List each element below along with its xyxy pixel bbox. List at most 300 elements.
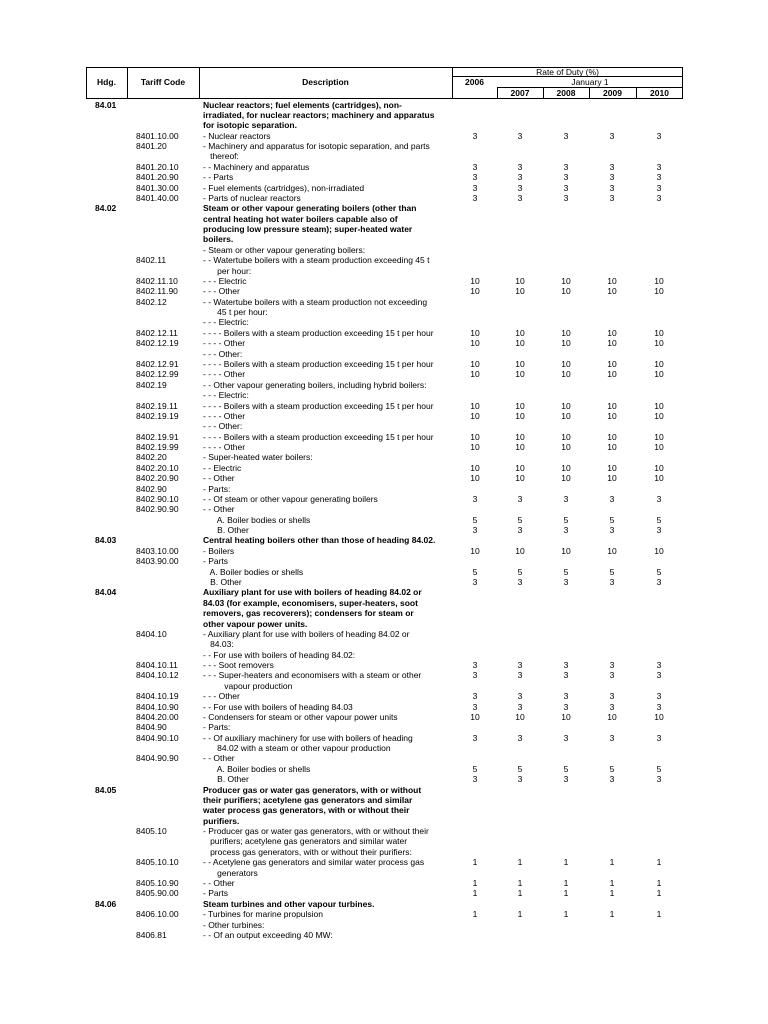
header-january: January 1 [571, 77, 609, 87]
rate-2008: 1 [563, 878, 569, 888]
tariff-code: 8401.30.00 [136, 182, 179, 193]
rate-2007: 10 [515, 359, 525, 369]
tariff-code: 8402.12.91 [136, 359, 179, 369]
rate-2008: 3 [563, 130, 569, 141]
tariff-code: 8402.90.90 [136, 504, 179, 515]
description: - - - Other [203, 691, 240, 702]
rate-2007: 5 [517, 763, 523, 774]
rate-2007: 1 [517, 888, 523, 899]
header-hdg: Hdg. [97, 77, 116, 87]
description: B. Other [203, 774, 249, 785]
rate-2009: 1 [609, 909, 615, 920]
rate-2007: 3 [517, 192, 523, 203]
rate-2009: 1 [609, 857, 615, 868]
tariff-code: 8402.90 [136, 483, 167, 494]
description: - - - Electric [203, 275, 247, 286]
rate-2009: 3 [609, 701, 615, 712]
rate-2006: 10 [470, 545, 480, 556]
rate-2010: 3 [656, 576, 662, 587]
description: - - Of auxiliary machinery for use with boilers of heading [203, 732, 413, 743]
rate-2007: 10 [515, 327, 525, 338]
rate-2009: 10 [607, 327, 617, 338]
description: - - - - Other [203, 410, 246, 421]
rate-2006: 10 [470, 711, 480, 722]
description: - - Other vapour generating boilers, including hybrid boilers: [203, 379, 427, 390]
description: Central heating boilers other than those of heading 84.02. [203, 535, 436, 546]
tariff-code: 8404.10.11 [136, 660, 178, 671]
rate-2008: 3 [563, 670, 569, 681]
rate-2007: 3 [517, 130, 523, 141]
rate-2006: 10 [470, 400, 480, 411]
description: A. Boiler bodies or shells [203, 763, 311, 774]
header-year-2007: 2007 [510, 88, 530, 98]
rate-2006: 10 [470, 431, 480, 442]
heading-number: 84.05 [95, 784, 117, 795]
rate-2006: 3 [472, 182, 478, 193]
description: - - Electric [203, 462, 242, 473]
tariff-code: 8405.10.90 [136, 878, 179, 888]
rate-2008: 3 [563, 161, 569, 172]
description: water process gas generators, with or without their [203, 805, 410, 816]
rate-2008: 10 [561, 473, 571, 484]
rate-2010: 3 [656, 130, 662, 141]
rate-2010: 3 [656, 192, 662, 203]
heading-number: 84.04 [95, 587, 117, 598]
rate-2006: 10 [470, 442, 480, 453]
description: - - - - Boilers with a steam production exceeding 15 t per hour [203, 327, 434, 338]
rate-2008: 5 [563, 566, 569, 577]
tariff-code: 8404.90 [136, 722, 167, 733]
rate-2010: 10 [654, 410, 664, 421]
rate-2008: 10 [561, 327, 571, 338]
rate-2006: 10 [470, 410, 480, 421]
rate-2007: 1 [517, 909, 523, 920]
tariff-code: 8402.12 [136, 296, 167, 307]
description: - Parts: [203, 722, 231, 733]
rate-2006: 3 [472, 130, 478, 141]
rate-2009: 3 [609, 172, 615, 183]
rate-2009: 3 [609, 691, 615, 702]
rate-2009: 10 [607, 431, 617, 442]
tariff-code: 8402.11 [136, 255, 167, 266]
rate-2010: 10 [654, 431, 664, 442]
description: - Other turbines: [203, 919, 265, 930]
rate-2010: 10 [654, 711, 664, 722]
description: B. Other [203, 525, 249, 536]
rate-2009: 10 [607, 473, 617, 484]
rate-2010: 10 [654, 369, 664, 380]
rate-2008: 10 [561, 410, 571, 421]
rate-2007: 10 [515, 473, 525, 484]
rate-2008: 3 [563, 660, 569, 671]
rate-2009: 5 [609, 514, 615, 525]
rate-2007: 10 [515, 545, 525, 556]
description: - - For use with boilers of heading 84.02: [203, 649, 356, 660]
rate-2006: 3 [472, 161, 478, 172]
rate-2009: 3 [609, 182, 615, 193]
rate-2006: 10 [470, 462, 480, 473]
rate-2009: 10 [607, 286, 617, 297]
description: other vapour power units. [203, 618, 308, 629]
rate-2009: 1 [609, 878, 615, 888]
rate-2006: 1 [472, 888, 478, 899]
description: purifiers. [203, 815, 240, 826]
description: boilers. [203, 234, 234, 245]
rate-2006: 10 [470, 338, 480, 349]
rate-2009: 3 [609, 732, 615, 743]
tariff-code: 8402.11.10 [136, 275, 178, 286]
rate-2007: 3 [517, 732, 523, 743]
description: - Producer gas or water gas generators, with or without their [203, 826, 429, 837]
rate-2006: 10 [470, 473, 480, 484]
rate-2008: 1 [563, 909, 569, 920]
description: - - - Other: [203, 348, 243, 359]
description: producing low pressure steam); super-heated water [203, 224, 413, 235]
rate-2010: 1 [656, 857, 662, 868]
rate-2007: 3 [517, 701, 523, 712]
header-tariff-code: Tariff Code [140, 77, 186, 87]
description: - - - - Other [203, 442, 246, 453]
tariff-code: 8405.10 [136, 826, 167, 837]
description: vapour production [203, 680, 293, 691]
rate-2007: 10 [515, 338, 525, 349]
rate-2009: 10 [607, 462, 617, 473]
rate-2009: 3 [609, 130, 615, 141]
description: Steam turbines and other vapour turbines. [203, 898, 375, 909]
rate-2010: 10 [654, 275, 664, 286]
rate-2009: 10 [607, 400, 617, 411]
rate-2008: 10 [561, 275, 571, 286]
rate-2008: 3 [563, 525, 569, 536]
tariff-code: 8402.19.99 [136, 442, 179, 453]
description: - - - - Boilers with a steam production exceeding 15 t per hour [203, 359, 434, 369]
rate-2008: 10 [561, 400, 571, 411]
rate-2007: 3 [517, 691, 523, 702]
rate-2010: 3 [656, 670, 662, 681]
rate-2010: 3 [656, 161, 662, 172]
description: - Steam or other vapour generating boilers: [203, 244, 366, 255]
description: - - Machinery and apparatus [203, 161, 310, 172]
tariff-code: 8404.90.90 [136, 753, 179, 764]
description: - - Parts [203, 172, 234, 183]
description: purifiers; acetylene gas generators and similar water [203, 836, 408, 847]
rate-2009: 3 [609, 670, 615, 681]
tariff-code: 8405.90.00 [136, 888, 179, 899]
rate-2006: 10 [470, 327, 480, 338]
description: - - - - Boilers with a steam production exceeding 15 t per hour [203, 431, 434, 442]
description: thereof: [203, 151, 239, 162]
tariff-code: 8402.20 [136, 452, 167, 463]
heading-number: 84.06 [95, 898, 117, 909]
rate-2007: 10 [515, 431, 525, 442]
rate-2007: 10 [515, 410, 525, 421]
tariff-code: 8404.10.90 [136, 701, 179, 712]
description: - Condensers for steam or other vapour power units [203, 711, 398, 722]
rate-2010: 5 [656, 566, 662, 577]
rate-2007: 3 [517, 161, 523, 172]
rate-2007: 10 [515, 711, 525, 722]
tariff-code: 8401.20.90 [136, 172, 179, 183]
description: - - - Other [203, 286, 240, 297]
rate-2009: 3 [609, 192, 615, 203]
rate-2006: 3 [472, 172, 478, 183]
rate-2006: 10 [470, 286, 480, 297]
rate-2008: 3 [563, 701, 569, 712]
rate-2010: 1 [656, 909, 662, 920]
rate-2008: 10 [561, 338, 571, 349]
rate-2007: 10 [515, 400, 525, 411]
rate-2009: 10 [607, 711, 617, 722]
rate-2007: 3 [517, 493, 523, 504]
tariff-code: 8405.10.10 [136, 857, 179, 868]
header-year-2008: 2008 [556, 88, 576, 98]
tariff-code: 8406.10.00 [136, 909, 179, 920]
rate-2010: 3 [656, 701, 662, 712]
description: their purifiers; acetylene gas generators and similar [203, 794, 413, 805]
rate-2010: 10 [654, 462, 664, 473]
description: - - - - Other [203, 338, 246, 349]
description: per hour: [203, 265, 252, 276]
heading-number: 84.03 [95, 535, 117, 546]
header-year-2010: 2010 [650, 88, 669, 98]
header-year-2009: 2009 [603, 88, 622, 98]
tariff-code: 8402.19.11 [136, 400, 178, 411]
tariff-code: 8402.12.11 [136, 327, 178, 338]
rate-2006: 5 [472, 514, 478, 525]
rate-2008: 10 [561, 431, 571, 442]
rate-2010: 5 [656, 514, 662, 525]
rate-2008: 1 [563, 888, 569, 899]
description: - Auxiliary plant for use with boilers of heading 84.02 or [203, 628, 410, 639]
tariff-code: 8404.10.19 [136, 691, 179, 702]
rate-2010: 10 [654, 545, 664, 556]
rate-2006: 1 [472, 857, 478, 868]
description: - - Of steam or other vapour generating boilers [203, 493, 378, 504]
description: 84.02 with a steam or other vapour production [203, 743, 391, 754]
rate-2008: 5 [563, 763, 569, 774]
rate-2010: 3 [656, 732, 662, 743]
rate-2009: 1 [609, 888, 615, 899]
rate-2006: 3 [472, 576, 478, 587]
heading-number: 84.01 [95, 99, 117, 110]
rate-2008: 5 [563, 514, 569, 525]
description: - - - Other: [203, 421, 243, 432]
description: - Fuel elements (cartridges), non-irradiated [203, 182, 365, 193]
rate-2006: 5 [472, 763, 478, 774]
rate-2010: 3 [656, 660, 662, 671]
description: - - - Electric: [203, 317, 249, 328]
tariff-code: 8402.19 [136, 379, 167, 390]
rate-2006: 3 [472, 670, 478, 681]
rate-2010: 3 [656, 182, 662, 193]
rate-2010: 10 [654, 400, 664, 411]
heading-number: 84.02 [95, 203, 117, 214]
rate-2008: 3 [563, 182, 569, 193]
rate-2006: 3 [472, 493, 478, 504]
rate-2006: 1 [472, 878, 478, 888]
rate-2009: 10 [607, 275, 617, 286]
rate-2006: 10 [470, 369, 480, 380]
rate-2008: 10 [561, 286, 571, 297]
description: B. Other [203, 576, 242, 587]
rate-2008: 3 [563, 691, 569, 702]
header-year-2006: 2006 [465, 77, 484, 87]
description: removers, gas recoverers); condensers for steam or [203, 608, 414, 619]
rate-2010: 3 [656, 691, 662, 702]
rate-2006: 3 [472, 691, 478, 702]
rate-2007: 1 [517, 857, 523, 868]
description: - - Other [203, 473, 235, 484]
rate-2007: 3 [517, 774, 523, 785]
description: irradiated, for nuclear reactors; machinery and apparatus [203, 109, 435, 120]
rate-2007: 10 [515, 275, 525, 286]
tariff-code: 8402.19.19 [136, 410, 179, 421]
description: - - Other [203, 878, 235, 888]
description: - - - - Boilers with a steam production exceeding 15 t per hour [203, 400, 434, 411]
tariff-code: 8401.10.00 [136, 130, 179, 141]
rate-2007: 1 [517, 878, 523, 888]
rate-2009: 3 [609, 576, 615, 587]
rate-2009: 10 [607, 410, 617, 421]
rate-2008: 3 [563, 732, 569, 743]
rate-2006: 3 [472, 660, 478, 671]
rate-2010: 10 [654, 473, 664, 484]
description: - Nuclear reactors [203, 130, 271, 141]
rate-2009: 5 [609, 763, 615, 774]
tariff-code: 8402.90.10 [136, 493, 179, 504]
description: - Parts of nuclear reactors [203, 192, 301, 203]
description: - - Acetylene gas generators and similar water process gas [203, 857, 425, 868]
tariff-code: 8404.90.10 [136, 732, 179, 743]
tariff-code: 8402.12.99 [136, 369, 179, 380]
rate-2010: 3 [656, 493, 662, 504]
description: Producer gas or water gas generators, with or without [203, 784, 422, 795]
rate-2006: 5 [472, 566, 478, 577]
rate-2010: 3 [656, 774, 662, 785]
description: - Boilers [203, 545, 235, 556]
rate-2008: 10 [561, 711, 571, 722]
rate-2006: 10 [470, 359, 480, 369]
rate-2007: 3 [517, 576, 523, 587]
tariff-code: 8402.20.10 [136, 462, 179, 473]
tariff-code: 8403.10.00 [136, 545, 179, 556]
description: Nuclear reactors; fuel elements (cartridges), non- [203, 99, 402, 110]
rate-2008: 3 [563, 192, 569, 203]
rate-2006: 3 [472, 732, 478, 743]
rate-2008: 10 [561, 359, 571, 369]
rate-2009: 10 [607, 442, 617, 453]
rate-2009: 3 [609, 660, 615, 671]
rate-2009: 3 [609, 525, 615, 536]
rate-2010: 3 [656, 172, 662, 183]
description: - - - - Other [203, 369, 246, 380]
rate-2009: 10 [607, 369, 617, 380]
rate-2008: 3 [563, 493, 569, 504]
description: - - - Electric: [203, 390, 249, 401]
tariff-code: 8402.11.90 [136, 286, 178, 297]
description: 84.03: [203, 639, 234, 650]
rate-2009: 10 [607, 545, 617, 556]
description: - - Watertube boilers with a steam production not exceeding [203, 296, 428, 307]
tariff-code: 8403.90.00 [136, 556, 179, 567]
description: central heating hot water boilers capable also of [203, 213, 398, 224]
tariff-code: 8401.20.10 [136, 161, 179, 172]
description: - Super-heated water boilers: [203, 452, 313, 463]
tariff-code: 8402.19.91 [136, 431, 179, 442]
description: - - Of an output exceeding 40 MW: [203, 929, 333, 940]
rate-2007: 3 [517, 670, 523, 681]
rate-2010: 1 [656, 888, 662, 899]
rate-2007: 10 [515, 286, 525, 297]
rate-2009: 5 [609, 566, 615, 577]
rate-2008: 1 [563, 857, 569, 868]
rate-2010: 10 [654, 338, 664, 349]
description: - - Other [203, 504, 235, 515]
rate-2010: 10 [654, 442, 664, 453]
rate-2006: 10 [470, 275, 480, 286]
rate-2009: 10 [607, 338, 617, 349]
description: - Parts [203, 556, 229, 567]
rate-2007: 10 [515, 369, 525, 380]
rate-2006: 3 [472, 192, 478, 203]
tariff-code: 8404.20.00 [136, 711, 179, 722]
description: - - - Super-heaters and economisers with a steam or other [203, 670, 422, 681]
rate-2008: 3 [563, 774, 569, 785]
rate-2008: 10 [561, 462, 571, 473]
description: - Machinery and apparatus for isotopic separation, and parts [203, 141, 430, 152]
header-description: Description [302, 77, 349, 87]
rate-2010: 10 [654, 359, 664, 369]
description: - - - Soot removers [203, 660, 274, 671]
rate-2008: 3 [563, 172, 569, 183]
description: A. Boiler bodies or shells [203, 514, 311, 525]
rate-2007: 3 [517, 182, 523, 193]
description: - Parts [203, 888, 229, 899]
rate-2008: 10 [561, 369, 571, 380]
rate-2007: 5 [517, 566, 523, 577]
tariff-code: 8402.12.19 [136, 338, 179, 349]
tariff-code: 8401.20 [136, 141, 167, 152]
description: Steam or other vapour generating boilers (other than [203, 203, 417, 214]
rate-2010: 5 [656, 763, 662, 774]
rate-2009: 3 [609, 161, 615, 172]
rate-2006: 3 [472, 701, 478, 712]
tariff-code: 8401.40.00 [136, 192, 179, 203]
description: - - For use with boilers of heading 84.03 [203, 701, 353, 712]
rate-2007: 10 [515, 462, 525, 473]
description: process gas generators, with or without their purifiers: [203, 846, 412, 857]
rate-2010: 10 [654, 327, 664, 338]
rate-2009: 10 [607, 359, 617, 369]
rate-2008: 10 [561, 442, 571, 453]
rate-2010: 10 [654, 286, 664, 297]
description: Auxiliary plant for use with boilers of heading 84.02 or [203, 587, 422, 598]
description: - Parts: [203, 483, 231, 494]
rate-2006: 3 [472, 525, 478, 536]
description: for isotopic separation. [203, 120, 297, 131]
rate-2010: 3 [656, 525, 662, 536]
description: 84.03 (for example, economisers, super-heaters, soot [203, 597, 418, 608]
rate-2007: 3 [517, 660, 523, 671]
rate-2009: 3 [609, 774, 615, 785]
description: generators [203, 867, 258, 878]
rate-2009: 3 [609, 493, 615, 504]
rate-2006: 1 [472, 909, 478, 920]
description: A. Boiler bodies or shells [203, 566, 304, 577]
tariff-code: 8404.10.12 [136, 670, 179, 681]
tariff-code: 8406.81 [136, 929, 167, 940]
rate-2007: 3 [517, 525, 523, 536]
